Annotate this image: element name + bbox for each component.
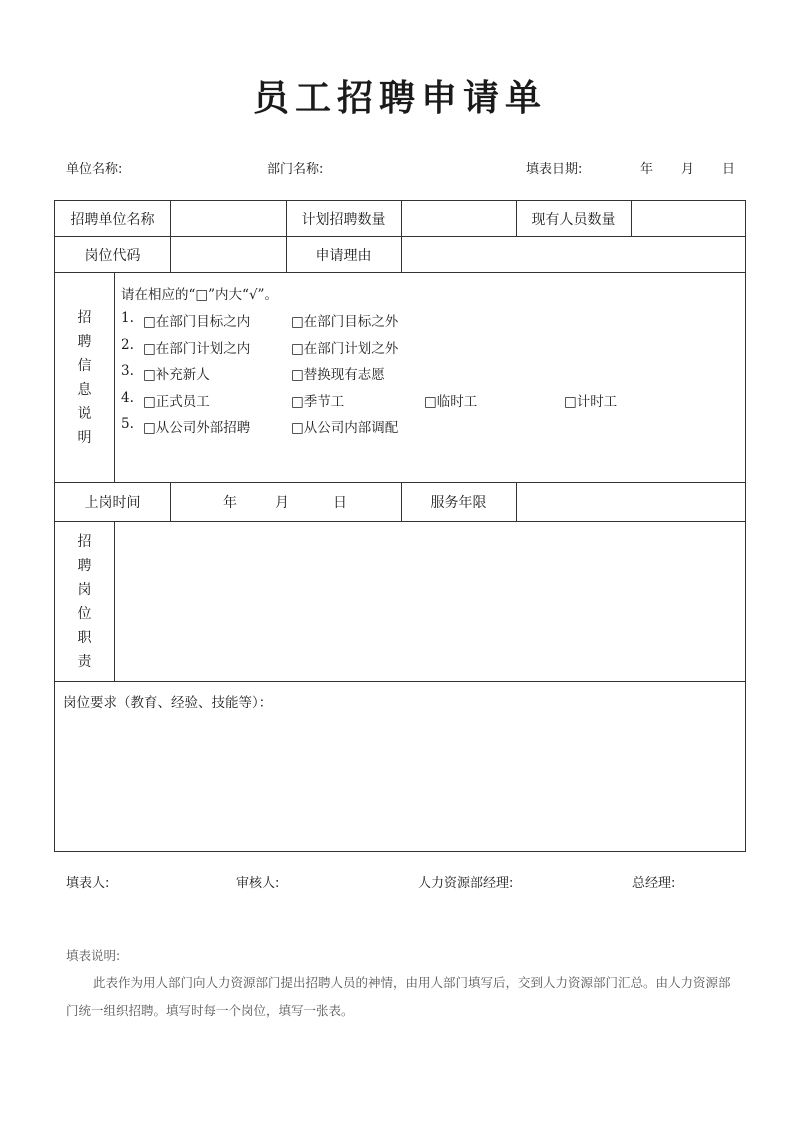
checkbox-temporary[interactable]: □临时工 xyxy=(424,394,478,410)
current-count-field[interactable] xyxy=(632,201,745,236)
checkbox-new-hire[interactable]: □补充新人 xyxy=(143,367,210,383)
row-divider xyxy=(55,272,745,273)
hr-manager-signature-label: 人力资源部经理: xyxy=(418,876,514,891)
fill-date-label: 填表日期: xyxy=(526,162,583,177)
option-number: 3. xyxy=(121,363,134,379)
requirements-label: 岗位要求（教育、经验、技能等）： xyxy=(63,695,273,711)
row-divider xyxy=(55,681,745,682)
reviewer-signature-label: 审核人: xyxy=(236,876,280,891)
info-instruction: 请在相应的“□”内大“√”。 xyxy=(121,287,278,303)
note-body: 此表作为用人部门向人力资源部门提出招聘人员的神情，由用人部门填写后，交到人力资源部门汇总。由人力资源部门统一组织招聘。填写时每一个岗位，填写一张表。 xyxy=(66,975,731,1018)
position-code-field[interactable] xyxy=(171,237,286,272)
position-code-label: 岗位代码 xyxy=(84,247,141,264)
option-number: 4. xyxy=(121,390,134,406)
apply-reason-field[interactable] xyxy=(402,237,745,272)
apply-reason-label: 申请理由 xyxy=(315,247,372,264)
checkbox-within-dept-plan[interactable]: □在部门计划之内 xyxy=(143,341,251,357)
unit-name-label: 单位名称: xyxy=(66,162,123,177)
checkbox-seasonal[interactable]: □季节工 xyxy=(291,394,345,410)
note-heading: 填表说明: xyxy=(66,948,121,963)
start-time-day: 日 xyxy=(333,495,347,511)
planned-count-field[interactable] xyxy=(402,201,516,236)
dept-name-label: 部门名称: xyxy=(267,162,324,177)
duties-field[interactable] xyxy=(115,522,745,681)
checkbox-external-recruit[interactable]: □从公司外部招聘 xyxy=(143,420,251,436)
option-number: 1. xyxy=(121,310,134,326)
general-manager-signature-label: 总经理: xyxy=(632,876,676,891)
service-years-label: 服务年限 xyxy=(430,495,487,511)
requirements-field[interactable] xyxy=(55,713,745,851)
filler-signature-label: 填表人: xyxy=(66,876,110,891)
recruit-info-side-label: 招 聘 信 息 说 明 xyxy=(77,309,92,446)
planned-count-label: 计划招聘数量 xyxy=(301,211,386,228)
checkbox-outside-dept-target[interactable]: □在部门目标之外 xyxy=(291,314,399,330)
recruit-unit-name-label: 招聘单位名称 xyxy=(70,211,155,228)
option-number: 2. xyxy=(121,337,134,353)
fill-date-month: 月 xyxy=(681,162,695,177)
col-divider xyxy=(170,482,171,521)
checkbox-hourly[interactable]: □计时工 xyxy=(564,394,618,410)
start-time-year: 年 xyxy=(223,495,237,511)
checkbox-internal-transfer[interactable]: □从公司内部调配 xyxy=(291,420,399,436)
checkbox-full-time[interactable]: □正式员工 xyxy=(143,394,210,410)
recruit-duties-side-label: 招 聘 岗 位 职 责 xyxy=(77,533,92,670)
current-count-label: 现有人员数量 xyxy=(531,211,616,228)
recruitment-form-table xyxy=(54,200,746,852)
fill-date-day: 日 xyxy=(722,162,736,177)
checkbox-replacement[interactable]: □替换现有志愿 xyxy=(291,367,385,383)
option-number: 5. xyxy=(121,416,134,432)
col-divider xyxy=(114,272,115,482)
start-time-month: 月 xyxy=(275,495,289,511)
page-title: 员工招聘申请单 xyxy=(252,78,547,119)
recruit-unit-name-field[interactable] xyxy=(171,201,286,236)
start-time-label: 上岗时间 xyxy=(84,495,141,511)
fill-date-year: 年 xyxy=(640,162,654,177)
checkbox-outside-dept-plan[interactable]: □在部门计划之外 xyxy=(291,341,399,357)
service-years-field[interactable] xyxy=(517,483,745,521)
checkbox-within-dept-target[interactable]: □在部门目标之内 xyxy=(143,314,251,330)
